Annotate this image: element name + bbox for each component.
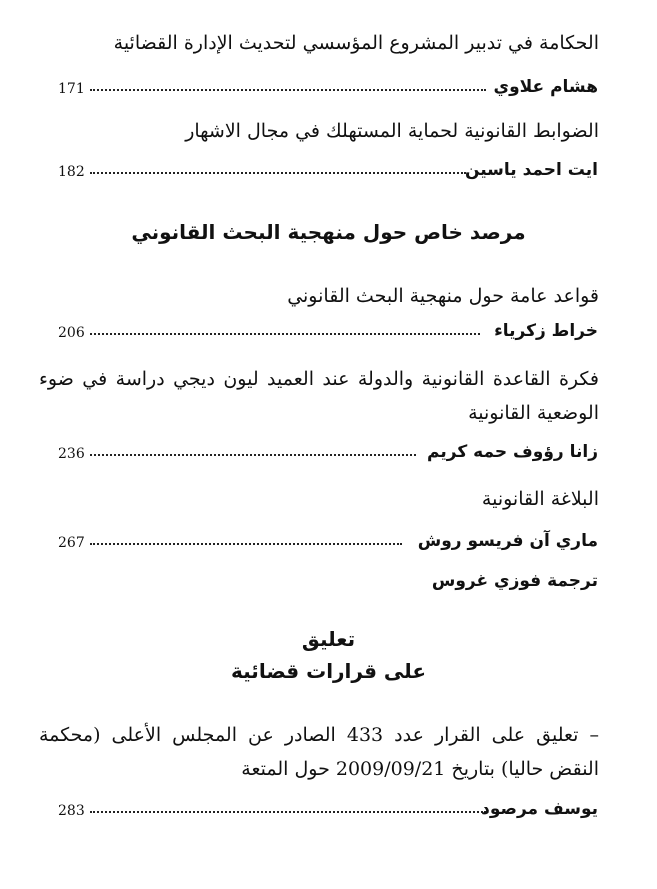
toc-line: [58, 77, 598, 103]
section-heading: مرصد خاص حول منهجية البحث القانوني: [131, 220, 526, 244]
leader-dots: [90, 454, 416, 456]
entry-title: الحكامة في تدبير المشروع المؤسسي لتحديث الإدارة القضائية: [113, 32, 599, 54]
toc-line: [58, 321, 598, 347]
page-number: 267: [58, 535, 85, 551]
entry-title: فكرة القاعدة القانونية والدولة عند العميد ليون ديجي دراسة في ضوء الوضعية القانونية: [39, 368, 599, 424]
entry-title: الضوابط القانونية لحماية المستهلك في مجال الاشهار: [185, 120, 599, 142]
toc-line: [58, 799, 598, 825]
page-number: 236: [58, 446, 85, 462]
toc-line: [58, 442, 598, 468]
entry-author: خراط زكرياء: [494, 321, 598, 341]
page-number: 206: [58, 325, 85, 341]
entry-author: ماري آن فريسو روش: [417, 531, 598, 551]
leader-dots: [90, 333, 480, 335]
section-heading-line1: تعليق: [301, 627, 356, 651]
leader-dots: [90, 172, 466, 174]
entry-author: زانا رؤوف حمه كريم: [427, 442, 598, 462]
page-number: 182: [58, 164, 85, 180]
translator-line: [58, 571, 598, 597]
entry-author: يوسف مرصود: [481, 799, 598, 819]
leader-dots: [90, 89, 486, 91]
page-number: 283: [58, 803, 85, 819]
toc-line: [58, 531, 598, 557]
toc-line: [58, 160, 598, 186]
section-heading-line2: على قرارات قضائية: [231, 659, 426, 683]
entry-title: البلاغة القانونية: [481, 488, 599, 510]
entry-author: ايت احمد ياسين: [464, 160, 598, 180]
entry-title: قواعد عامة حول منهجية البحث القانوني: [287, 285, 599, 307]
entry-author: هشام علاوي: [493, 77, 598, 97]
leader-dots: [90, 543, 402, 545]
entry-title: – تعليق على القرار عدد 433 الصادر عن المجلس الأعلى (محكمة النقض حاليا) بتاريخ 2009/09/21 حول المتعة: [39, 724, 599, 780]
entry-translator: ترجمة فوزي غروس: [431, 571, 598, 591]
page-number: 171: [58, 81, 85, 97]
leader-dots: [90, 811, 486, 813]
